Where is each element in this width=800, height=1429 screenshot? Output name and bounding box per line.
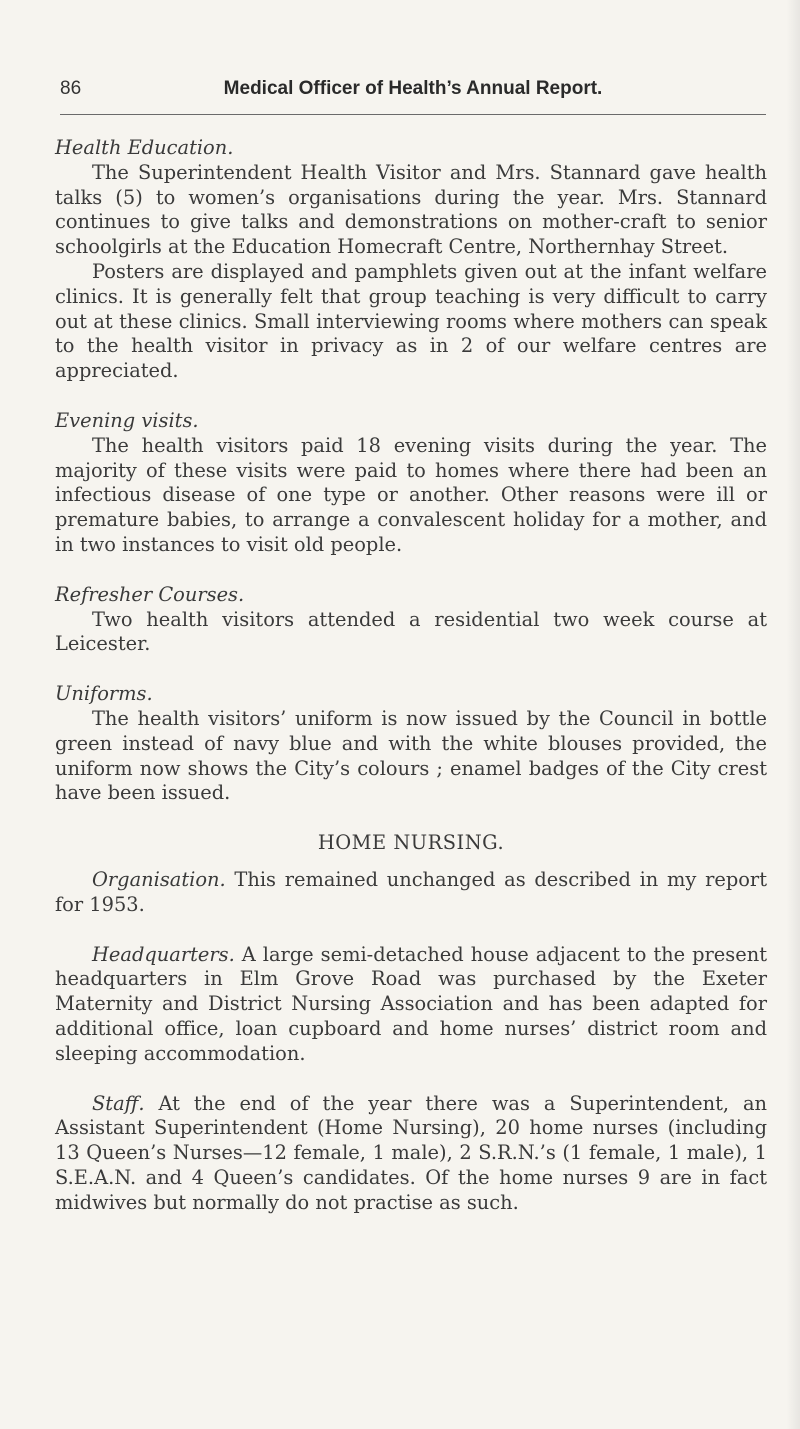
staff-text: At the end of the year there was a Superintendent, an Assistant Superintendent (Home Nursing), 20 home nurses (including 13 Queen’s Nurses—12 female, 1 male), 2 S.R.N.’s (1 female, 1 male), 1 S.E.A.N. and 4 Queen’s candidates. Of the home nurses 9 are in fact midwives but normally do not practise as such. [55,1091,767,1214]
paragraph-headquarters [55,943,767,1067]
page-header [60,78,766,118]
paragraph-staff [55,1092,767,1216]
section-heading-evening-visits: Evening visits. [55,408,199,432]
section-title-home-nursing: HOME NURSING. [317,831,505,855]
paragraph-organisation [55,868,767,918]
page-edge-shadow [786,0,800,1429]
header-rule [60,114,766,115]
paragraph: The health visitors’ uniform is now issued by the Council in bottle green instead of navy blue and with the white blouses provided, the uniform now shows the City’s colours ; enamel badges of the City crest have been issued. [55,706,767,805]
body-text [55,136,767,1215]
inline-heading-headquarters: Headquarters. [92,942,235,966]
paragraph: The Superintendent Health Visitor and Mrs. Stannard gave health talks (5) to women’s organisations during the year. Mrs. Stannard continues to give talks and demonstrations on mother-craft to senior schoolgirls at the Education Homecraft Centre, Northernhay Street. [55,160,767,259]
paragraph: The health visitors paid 18 evening visits during the year. The majority of these visits were paid to homes where there had been an infectious disease of one type or another. Other reasons were ill or premature babies, to arrange a convalescent holiday for a mother, and in two instances to visit old people. [55,433,767,556]
paragraph: Posters are displayed and pamphlets given out at the infant welfare clinics. It is generally felt that group teaching is very difficult to carry out at these clinics. Small interviewing rooms where mothers can speak to the health visitor in privacy as in 2 of our welfare centres are appreciated. [55,259,767,383]
inline-heading-staff: Staff. [92,1091,145,1115]
page-number: 86 [60,78,82,99]
running-title: Medical Officer of Health’s Annual Report. [223,78,603,99]
headquarters-text: A large semi-detached house adjacent to the present headquarters in Elm Grove Road was purchased by the Exeter Maternity and District Nursing Association and has been adapted for additional office, loan cupboard and home nurses’ district room and sleeping accommodation. [55,942,767,1065]
organisation-text: This remained unchanged as described in my report for 1953. [55,867,767,916]
section-heading-health-education: Health Education. [55,136,234,159]
inline-heading-organisation: Organisation. [92,867,226,891]
section-heading-refresher-courses: Refresher Courses. [55,582,245,606]
section-heading-uniforms: Uniforms. [55,682,153,706]
paragraph: Two health visitors attended a residential two week course at Leicester. [55,607,767,656]
